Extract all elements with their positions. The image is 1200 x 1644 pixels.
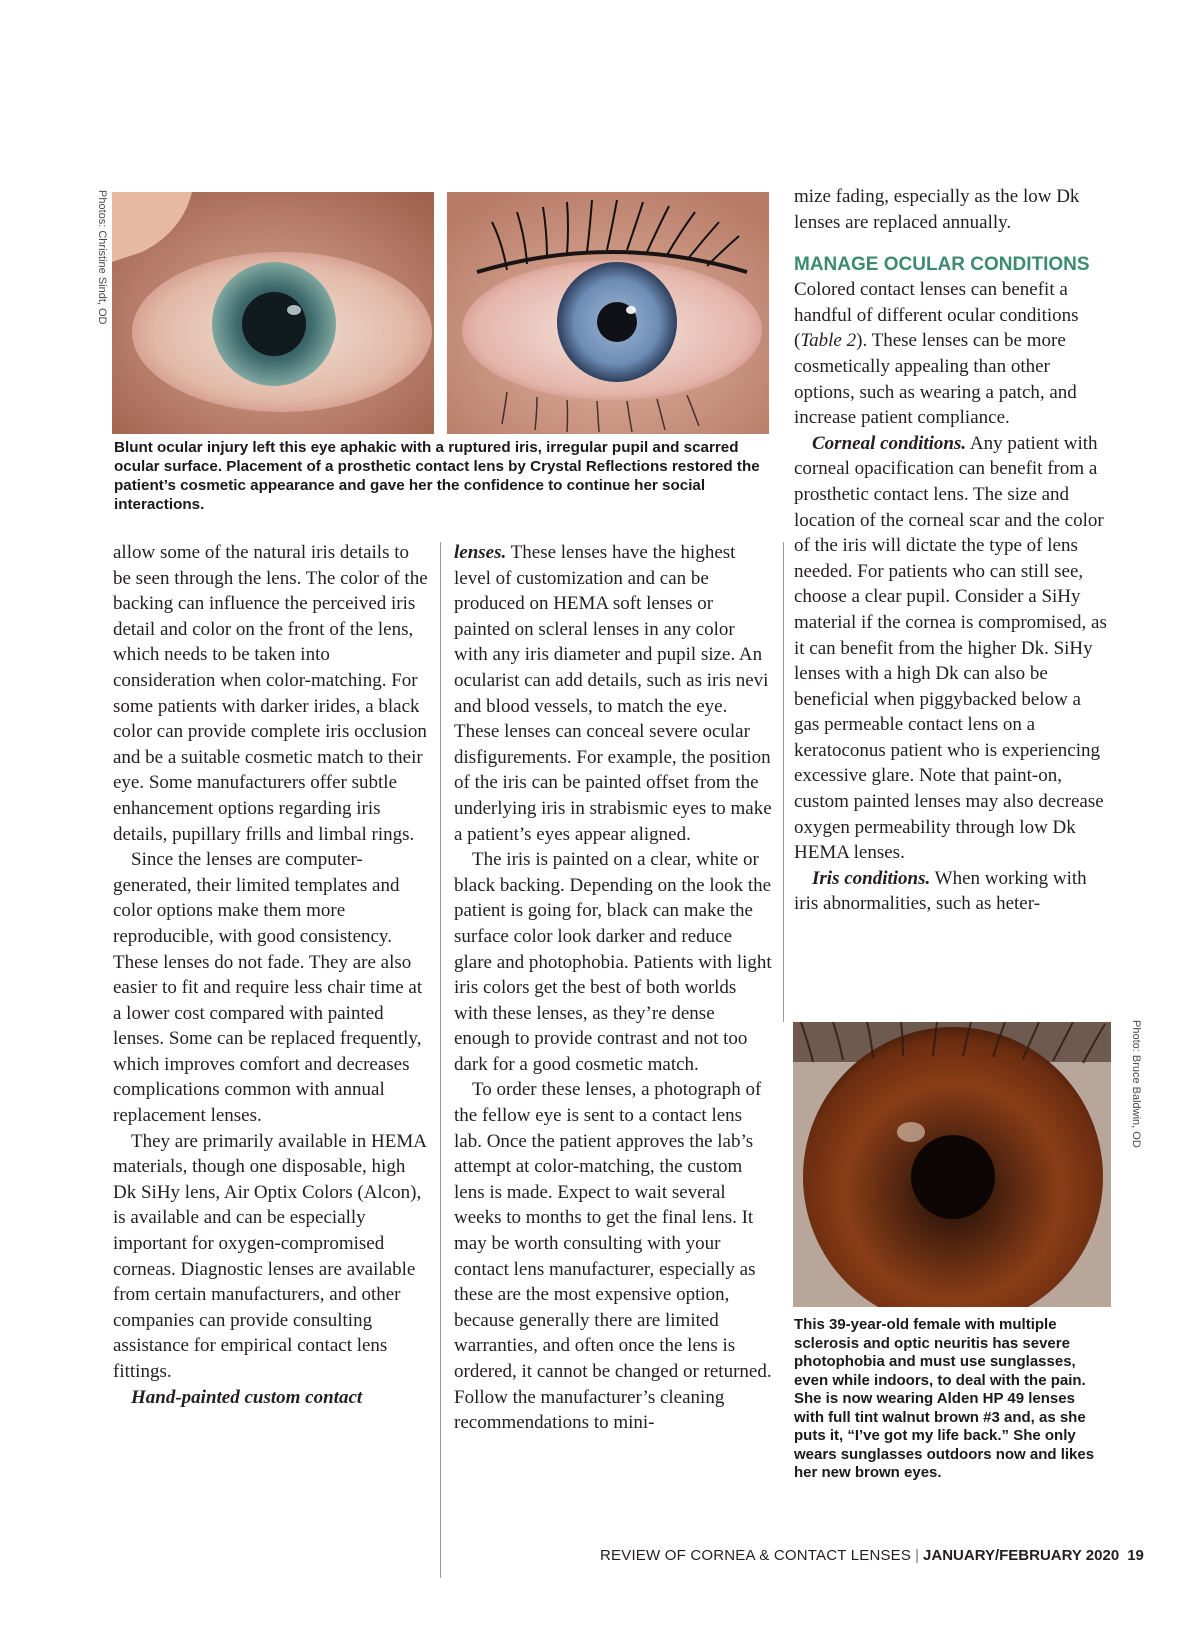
column-divider <box>440 542 441 1578</box>
paragraph <box>794 866 1110 917</box>
paragraph-text: These lenses have the highest level of customization and can be produced on HEMA soft lenses or painted on scleral lenses in any color with any iris diameter and pupil size. An ocularist can add details, such as iris nevi and blood vessels, to match the eye. These lenses can conceal severe ocular disfigurements. For example, the position of the iris can be painted offset from the underlying iris in strabismic eyes to make a patient’s eyes appear aligned. <box>454 542 772 845</box>
paragraph <box>794 431 1110 866</box>
page-footer <box>600 1547 1144 1564</box>
paragraph-text: ). These lenses can be more cosmetically appealing than other options, such as wearing a patch, and increase patient compliance. <box>794 330 1077 429</box>
table-reference: Table 2 <box>800 330 857 352</box>
brown-tint-lens-photo <box>793 1022 1111 1307</box>
text-column-2 <box>454 540 772 1436</box>
paragraph: mize fading, especially as the low Dk lenses are replaced annually. <box>794 186 1080 233</box>
paragraph: To order these lenses, a photograph of the fellow eye is sent to a contact lens lab. Once the patient approves the lab’s attempt at color-matching, the custom lens is made. Expect to wait several weeks to months to get the final lens. It may be worth consulting with your contact lens manufacturer, especially as these are the most expensive option, because generally there are limited warranties, and often once the lens is ordered, it cannot be changed or returned. Follow the manufacturer’s cleaning recommendations to mini- <box>454 1079 772 1434</box>
section-heading: MANAGE OCULAR CONDITIONS <box>794 254 1090 276</box>
subhead-hand-painted: Hand-painted custom contact <box>131 1386 363 1408</box>
photo-credit-top: Photos: Christine Sindt, OD <box>96 190 108 325</box>
paragraph: Since the lenses are computer-generated, their limited templates and color options make them more reproducible, with good consistency. These lenses do not fade. They are also easier to fit and require less chair time at a lower cost compared with painted lenses. Some can be replaced frequently, which improves comfort and decreases complications common with annual replacement lenses. <box>113 849 423 1127</box>
journal-name: REVIEW OF CORNEA & CONTACT LENSES <box>600 1547 912 1564</box>
photo-caption-top: Blunt ocular injury left this eye aphakic with a ruptured iris, irregular pupil and scarred ocular surface. Placement of a prosthetic contact lens by Crystal Reflections restored the patient’s cosmetic appearance and gave her the confidence to continue her social interactions. <box>114 439 760 513</box>
paragraph: They are primarily available in HEMA materials, though one disposable, high Dk SiHy lens, Air Optix Colors (Alcon), is available and can be especially important for oxygen-compromised corneas. Diagnostic lenses are available from certain manufacturers, and other companies can provide consulting assistance for empirical contact lens fittings. <box>113 1130 426 1382</box>
subhead-lenses: lenses. <box>454 542 507 563</box>
footer-separator: | <box>915 1547 920 1564</box>
text-column-1 <box>113 540 429 1410</box>
photo-credit-bottom: Photo: Bruce Baldwin, OD <box>1130 1020 1142 1148</box>
aphakic-eye-photo <box>112 192 434 434</box>
paragraph: The iris is painted on a clear, white or black backing. Depending on the look the patient is going for, black can make the surface color look darker and reduce glare and photophobia. Patients with light iris colors get the best of both worlds with these lenses, as they’re dense enough to provide contrast and not too dark for a good cosmetic match. <box>454 849 772 1075</box>
photo-caption-bottom: This 39-year-old female with multiple sclerosis and optic neuritis has severe photophobia and must use sunglasses, even while indoors, to deal with the pain. She is now wearing Alden HP 49 lenses with full tint walnut brown #3 and, as she puts it, “I’ve got my life back.” She only wears sunglasses outdoors now and likes her new brown eyes. <box>794 1316 1095 1481</box>
subhead-iris-conditions: Iris conditions. <box>812 867 931 889</box>
column-divider <box>783 542 784 1022</box>
text-column-3 <box>794 184 1110 917</box>
paragraph <box>794 277 1110 431</box>
paragraph-text: When working with iris abnormalities, such as heter- <box>794 867 1087 915</box>
paragraph <box>454 540 772 847</box>
paragraph-text: Any patient with corneal opacification can benefit from a prosthetic contact lens. The size and location of the corneal scar and the color of the iris will dictate the type of lens needed. For patients who can still see, choose a clear pupil. Consider a SiHy material if the cornea is compromised, as it can benefit from the higher Dk. SiHy lenses with a high Dk can also be beneficial when piggybacked below a gas permeable contact lens on a keratoconus patient who is experiencing excessive glare. Note that paint-on, custom painted lenses may also decrease oxygen permeability through low Dk HEMA lenses. <box>794 432 1107 864</box>
paragraph-text: Colored contact lenses can benefit a handful of different ocular conditions ( <box>794 279 1079 352</box>
paragraph: allow some of the natural iris details to be seen through the lens. The color of the backing can influence the perceived iris detail and color on the front of the lens, which needs to be taken into consideration when color-matching. For some patients with darker irides, a black color can provide complete iris occlusion and be a suitable cosmetic match to their eye. Some manufacturers offer subtle enhancement options regarding iris details, pupillary frills and limbal rings. <box>113 542 428 845</box>
prosthetic-lens-eye-photo <box>447 192 769 434</box>
issue-date: JANUARY/FEBRUARY 2020 <box>923 1547 1120 1564</box>
subhead-corneal-conditions: Corneal conditions. <box>812 432 967 454</box>
page-number: 19 <box>1127 1547 1144 1564</box>
